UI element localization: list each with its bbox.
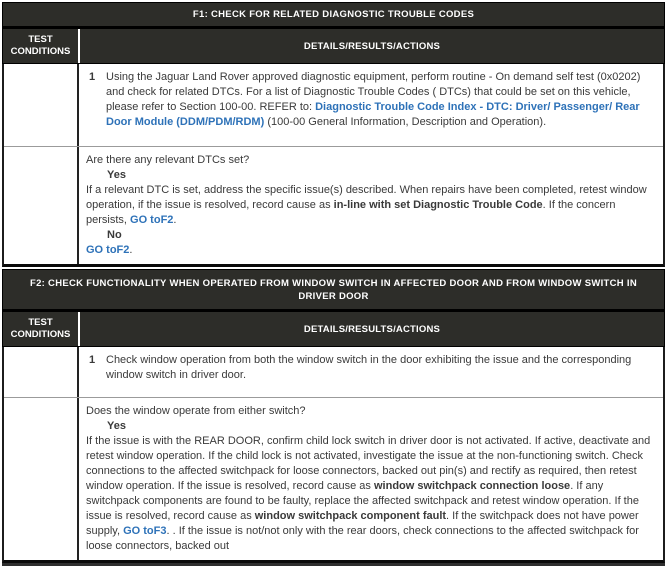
column-header-row-f1 <box>2 27 665 64</box>
detail-line <box>86 153 651 168</box>
col-header-details-results-actions: DETAILS/RESULTS/ACTIONS <box>303 323 441 335</box>
text-segment: If the issue is with the REAR DOOR, confirm child lock switch in driver door is not activated. If active, deactivate and retest window operation. If the child lock is not activated, investigate the issue at the non-functioning switch. Check connections to the affected switchpack for loose connectors, backed out pin(s) and rectify as required, then retest window operation. If the issue is resolved, record cause as <box>86 435 651 492</box>
test-conditions-cell <box>4 147 79 264</box>
test-conditions-cell <box>4 64 79 146</box>
table-title-bar-f2 <box>2 269 665 310</box>
table-row <box>4 347 663 397</box>
inline-link[interactable]: GO toF2 <box>86 244 130 256</box>
text-segment: . . If the issue is not/not only with the rear doors, check connections to the affected switchpack for loose connectors, backed out <box>86 525 639 552</box>
step-text <box>106 353 651 383</box>
detail-line <box>86 183 651 228</box>
text-segment: Yes <box>107 169 126 181</box>
procedure-table-f2 <box>2 269 665 566</box>
inline-link[interactable]: Diagnostic Trouble Code Index - DTC: Driver/ Passenger/ Rear Door Module (DDM/PDM/RDM) <box>106 101 640 128</box>
table-body-f2 <box>2 347 665 563</box>
table-row <box>4 146 663 264</box>
text-segment: . If the switchpack does not have power supply, <box>86 510 639 537</box>
table-title-f2: F2: CHECK FUNCTIONALITY WHEN OPERATED FROM WINDOW SWITCH IN AFFECTED DOOR AND FROM WINDOW SWITCH IN DRIVER DOOR <box>29 277 638 302</box>
numbered-step <box>89 70 651 130</box>
table-title-bar-f1 <box>2 2 665 27</box>
col-header-details-results-actions: DETAILS/RESULTS/ACTIONS <box>303 40 441 52</box>
table-row <box>4 64 663 146</box>
text-segment: window switchpack component fault <box>254 510 447 522</box>
answer-option <box>107 168 651 183</box>
procedure-table-f1 <box>2 2 665 267</box>
col-header-test-conditions: TEST CONDITIONS <box>3 312 80 346</box>
detail-line <box>86 434 651 554</box>
text-segment: Using the Jaguar Land Rover approved diagnostic equipment, perform routine - On demand self test (0x0202) and check for related DTCs. For a list of Diagnostic Trouble Codes ( DTCs) that could be set on this vehicle, please refer to Section 100-00. REFER to: <box>106 71 641 113</box>
step-number: 1 <box>89 354 96 366</box>
text-segment: . <box>173 214 177 226</box>
test-conditions-cell <box>4 347 79 397</box>
answer-option <box>107 419 651 434</box>
numbered-step <box>89 353 651 383</box>
details-cell <box>79 398 663 560</box>
detail-line <box>86 404 651 419</box>
column-header-row-f2 <box>2 310 665 347</box>
text-segment: Are there any relevant DTCs set? <box>86 154 250 166</box>
inline-link[interactable]: GO toF3 <box>123 525 167 537</box>
col-header-test-conditions: TEST CONDITIONS <box>3 29 80 63</box>
text-segment: . <box>129 244 133 256</box>
text-segment: Yes <box>107 420 126 432</box>
text-segment: in-line with set Diagnostic Trouble Code <box>333 199 543 211</box>
details-cell <box>79 147 663 264</box>
details-cell <box>79 347 663 397</box>
text-segment: Check window operation from both the window switch in the door exhibiting the issue and the corresponding window switch in driver door. <box>106 354 632 381</box>
test-conditions-cell <box>4 398 79 560</box>
text-segment: (100-00 General Information, Description and Operation). <box>264 116 547 128</box>
inline-link[interactable]: GO toF2 <box>130 214 174 226</box>
answer-option <box>107 228 651 243</box>
text-segment: If a relevant DTC is set, address the specific issue(s) described. When repairs have been completed, retest window operation, if the issue is resolved, record cause as <box>86 184 647 211</box>
text-segment: . If any switchpack components are found to be faulty, replace the affected switchpack and retest window operation. If the issue is resolved, record cause as <box>86 480 639 522</box>
table-title-f1: F1: CHECK FOR RELATED DIAGNOSTIC TROUBLE CODES <box>192 9 475 20</box>
details-cell <box>79 64 663 146</box>
text-segment: No <box>107 229 122 241</box>
text-segment: window switchpack connection loose <box>373 480 571 492</box>
table-body-f1 <box>2 64 665 267</box>
detail-line <box>86 243 651 258</box>
step-text <box>106 70 651 130</box>
table-row <box>4 397 663 560</box>
step-number: 1 <box>89 71 96 83</box>
text-segment: Does the window operate from either switch? <box>86 405 306 417</box>
text-segment: . If the concern persists, <box>86 199 616 226</box>
